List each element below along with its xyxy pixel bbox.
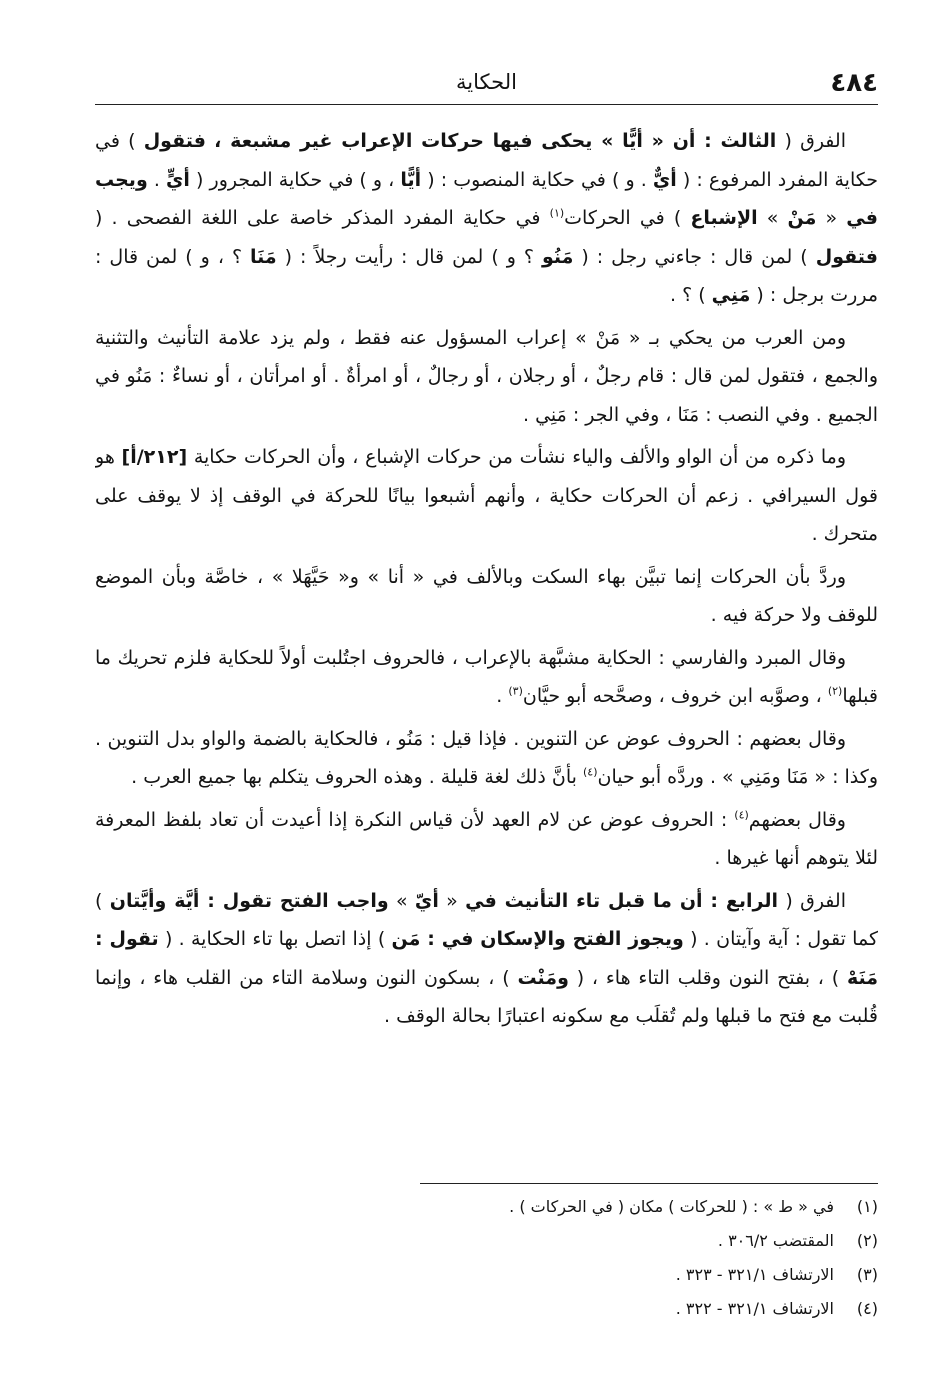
page-header [95,64,878,105]
bold-text: فتقول [143,130,206,152]
text-run: ) ؟ . [669,284,712,306]
text-run: « [816,207,847,229]
text-run: ) في حكاية المفرد المرفوع : ( [95,130,878,191]
text-run: وقال بعضهم : الحروف عوض عن التنوين . فإذا قيل : مَنُو ، فالحكاية بالضمة والواو بدل التنوين . وكذا : « مَنَا ومَنِي » . وردَّه أبو حيان [95,727,878,788]
footnote-number: (٣) [856,1265,878,1284]
text-run: ومن العرب من يحكي بـ « مَنْ » إعراب المسؤول عنه فقط ، ولم يزد علامة التأنيث والتثنية والجمع ، فتقول لمن قال : قام رجلٌ ، أو رجلان ، أو رجالٌ ، أو امرأةٌ . أو امرأتان ، أو نساءٌ : مَنُو في الجميع . وفي النصب : مَنَا ، وفي الجر : مَنِي . [95,326,878,426]
text-run: في حكاية المفرد المذكر خاصة على اللغة الفصحى . ( [95,207,550,229]
footnote-ref: (٤) [582,765,598,779]
paragraph [95,801,878,878]
footnote-number: (٤) [856,1299,878,1318]
bold-text: فتقول [815,245,878,268]
bold-text: مَنَا [250,245,277,268]
text-run: بأنَّ ذلك لغة قليلة . وهذه الحروف يتكلم بها جميع العرب . [131,766,583,788]
text-run: الفرق ( [776,130,846,152]
footnote-text: في « ط » : ( للحركات ) مكان ( في الحركات ) . [509,1197,834,1216]
text-run: . [496,685,509,707]
footnote-separator [420,1183,878,1184]
running-title: الحكاية [456,70,517,94]
text-run: . [147,168,166,191]
bold-text: مَنُو [541,245,574,268]
bold-text: مَنْ [787,207,817,229]
text-run [206,130,214,152]
paragraph [95,720,878,797]
footnote [420,1292,878,1326]
bold-text: واجب الفتح تقول : أيَّة وأيَّتان [109,889,389,912]
text-run: ) ، بسكون النون وسلامة التاء من القلب هاء ، وإنما قُلبت مع فتح ما قبلها ولم تُقلَب مع سكونه اعتبارًا بحالة الوقف . [95,966,878,1027]
bold-text: أيٍّ [166,168,190,191]
text-run: وما ذكره من أن الواو والألف والياء نشأت من حركات الإشباع ، وأن الحركات حكاية [187,446,847,468]
text-run: ) ، بفتح النون وقلب التاء هاء ، ( [568,966,847,989]
text-run: « [438,889,466,912]
text-run: هو قول السيرافي . زعم أن الحركات حكاية ، وأنهم أشبعوا بيانًا للحركة في الوقف إذ لا يوقف على متحرك . [95,446,878,545]
paragraph [95,319,878,435]
paragraph [95,639,878,716]
main-text [95,122,878,1180]
footnote-text: المقتضب ٣٠٦/٢ . [717,1231,834,1250]
footnote [420,1258,878,1292]
bold-text: أيّ [414,889,439,912]
bold-text: مَنِي [711,284,751,306]
paragraph [95,438,878,554]
text-run: ؟ ، و ) لمن قال : مررت برجل : ( [95,245,878,306]
text-run: الفرق ( [778,889,846,912]
text-run: ) لمن قال : جاءني رجل : ( [573,245,816,268]
footnote-text: الارتشاف ٣٢١/١ - ٣٢٣ . [675,1265,834,1284]
paragraph [95,558,878,635]
bold-text: تقول : مَنَهْ [95,928,878,989]
footnote-ref: (٤) [734,808,749,822]
bold-text: الثالث : أن « أيًّا » يحكى فيها حركات الإعراب غير مشبعة ، [214,130,777,152]
bold-text: أيًّا [400,168,422,191]
footnote [420,1190,878,1224]
paragraph [95,882,878,1036]
footnote-number: (٢) [856,1231,878,1250]
text-run: . و ) في حكاية المنصوب : ( [421,168,653,191]
text-run: ) إذا اتصل بها تاء الحكاية . ( [158,928,392,950]
text-run: : الحروف عوض عن لام العهد لأن قياس النكرة إذا أعيدت أن تعاد بلفظ المعرفة لئلا يتوهم أنها غيرها . [95,808,878,869]
text-run: ) كما تقول : آية وآيتان . ( [95,889,878,950]
footnote-ref: (٢) [827,684,843,698]
footnote-ref: (١) [549,206,565,220]
text-run: » [757,207,788,229]
text-run: وقال المبرد والفارسي : الحكاية مشبَّهة بالإعراب ، فالحروف اجتُلبت أولاً للحكاية فلزم تحريك ما قبلها [95,646,878,707]
bold-text: ومَنْت [517,966,569,989]
text-run: وردَّ بأن الحركات إنما تبيَّن بهاء السكت وبالألف في « أنا » و« حَيَّهَلا » ، خاصَّة وبأن الموضع للوقف ولا حركة فيه . [95,565,878,626]
footnote-text: الارتشاف ٣٢١/١ - ٣٢٢ . [675,1299,834,1318]
text-run: ؟ و ) لمن قال : رأيت رجلاً : ( [276,245,542,268]
paragraph [95,122,878,315]
bold-text: ويجب في [95,168,878,229]
page-number: ٤٨٤ [830,68,878,98]
text-run: ، و ) في حكاية المجرور ( [189,168,401,191]
text-run: وقال بعضهم [748,808,846,831]
bold-text: الرابع : أن ما قبل تاء التأنيث في [465,889,779,912]
footnote-number: (١) [856,1197,878,1216]
text-run: ) في الحركات [564,207,691,229]
bold-text: الإشباع [690,207,758,229]
text-run: ، وصوَّبه ابن خروف ، وصحَّحه أبو حيَّان [522,685,828,707]
footnotes [420,1190,878,1326]
text-run: » [388,889,415,912]
bold-text: ويجوز الفتح والإسكان في : مَن [391,928,684,950]
bold-text: أيٌّ [652,168,677,191]
footnote [420,1224,878,1258]
bold-text: [٢١٢/أ] [121,446,188,468]
footnote-ref: (٣) [508,684,523,698]
